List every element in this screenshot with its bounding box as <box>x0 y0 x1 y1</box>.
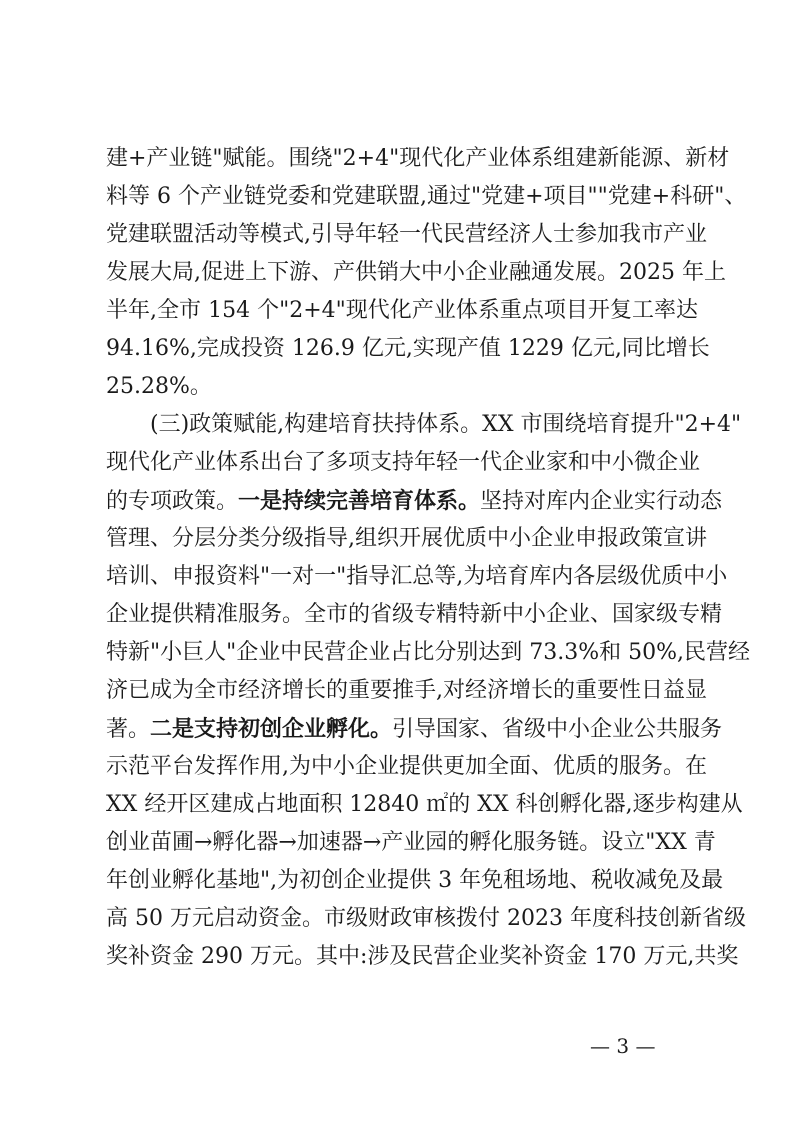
paragraph-line: 企业提供精准服务。全市的省级专精特新中小企业、国家级专精 <box>106 602 723 627</box>
section-heading-line: (三)政策赋能,构建培育扶持体系。XX 市围绕培育提升"2+4" <box>150 412 742 437</box>
bold-subheading: 一是持续完善培育体系。 <box>238 488 481 514</box>
paragraph-line: 奖补资金 290 万元。其中:涉及民营企业奖补资金 170 万元,共奖 <box>106 944 739 969</box>
paragraph-line: 料等 6 个产业链党委和党建联盟,通过"党建+项目""党建+科研"、 <box>106 184 747 209</box>
paragraph-line <box>106 482 723 520</box>
paragraph-line: 高 50 万元启动资金。市级财政审核拨付 2023 年度科技创新省级 <box>106 906 746 931</box>
paragraph-line: 94.16%,完成投资 126.9 亿元,实现产值 1229 亿元,同比增长 <box>106 336 710 361</box>
paragraph-line: 示范平台发挥作用,为中小企业提供更加全面、优质的服务。在 <box>106 754 707 779</box>
page-number: — 3 — <box>590 1034 656 1058</box>
paragraph-line: 建+产业链"赋能。围绕"2+4"现代化产业体系组建新能源、新材 <box>106 146 730 171</box>
line-text: 著。 <box>106 717 151 742</box>
line-text: 引导国家、省级中小企业公共服务 <box>392 717 723 742</box>
bold-subheading: 二是支持初创企业孵化。 <box>150 716 393 742</box>
paragraph-line: XX 经开区建成占地面积 12840 ㎡的 XX 科创孵化器,逐步构建从 <box>106 792 743 817</box>
paragraph-line: 现代化产业体系出台了多项支持年轻一代企业家和中小微企业 <box>106 450 701 475</box>
paragraph-line: 管理、分层分类分级指导,组织开展优质中小企业申报政策宣讲 <box>106 526 707 551</box>
paragraph-line: 发展大局,促进上下游、产供销大中小企业融通发展。2025 年上 <box>106 260 726 285</box>
paragraph-line: 党建联盟活动等模式,引导年轻一代民营经济人士参加我市产业 <box>106 222 707 247</box>
paragraph-line: 25.28%。 <box>106 374 212 399</box>
paragraph-line: 年创业孵化基地",为初创企业提供 3 年免租场地、税收减免及最 <box>106 868 724 893</box>
paragraph-line <box>106 710 723 748</box>
line-text: 坚持对库内企业实行动态 <box>480 489 723 514</box>
document-body <box>106 140 751 976</box>
paragraph-line: 创业苗圃→孵化器→加速器→产业园的孵化服务链。设立"XX 青 <box>106 830 716 855</box>
paragraph-line: 特新"小巨人"企业中民营企业占比分别达到 73.3%和 50%,民营经 <box>106 640 751 665</box>
paragraph-line: 半年,全市 154 个"2+4"现代化产业体系重点项目开复工率达 <box>106 298 698 323</box>
paragraph-line: 培训、申报资料"一对一"指导汇总等,为培育库内各层级优质中小 <box>106 564 728 589</box>
paragraph-line: 济已成为全市经济增长的重要推手,对经济增长的重要性日益显 <box>106 678 707 703</box>
line-text: 的专项政策。 <box>106 489 239 514</box>
